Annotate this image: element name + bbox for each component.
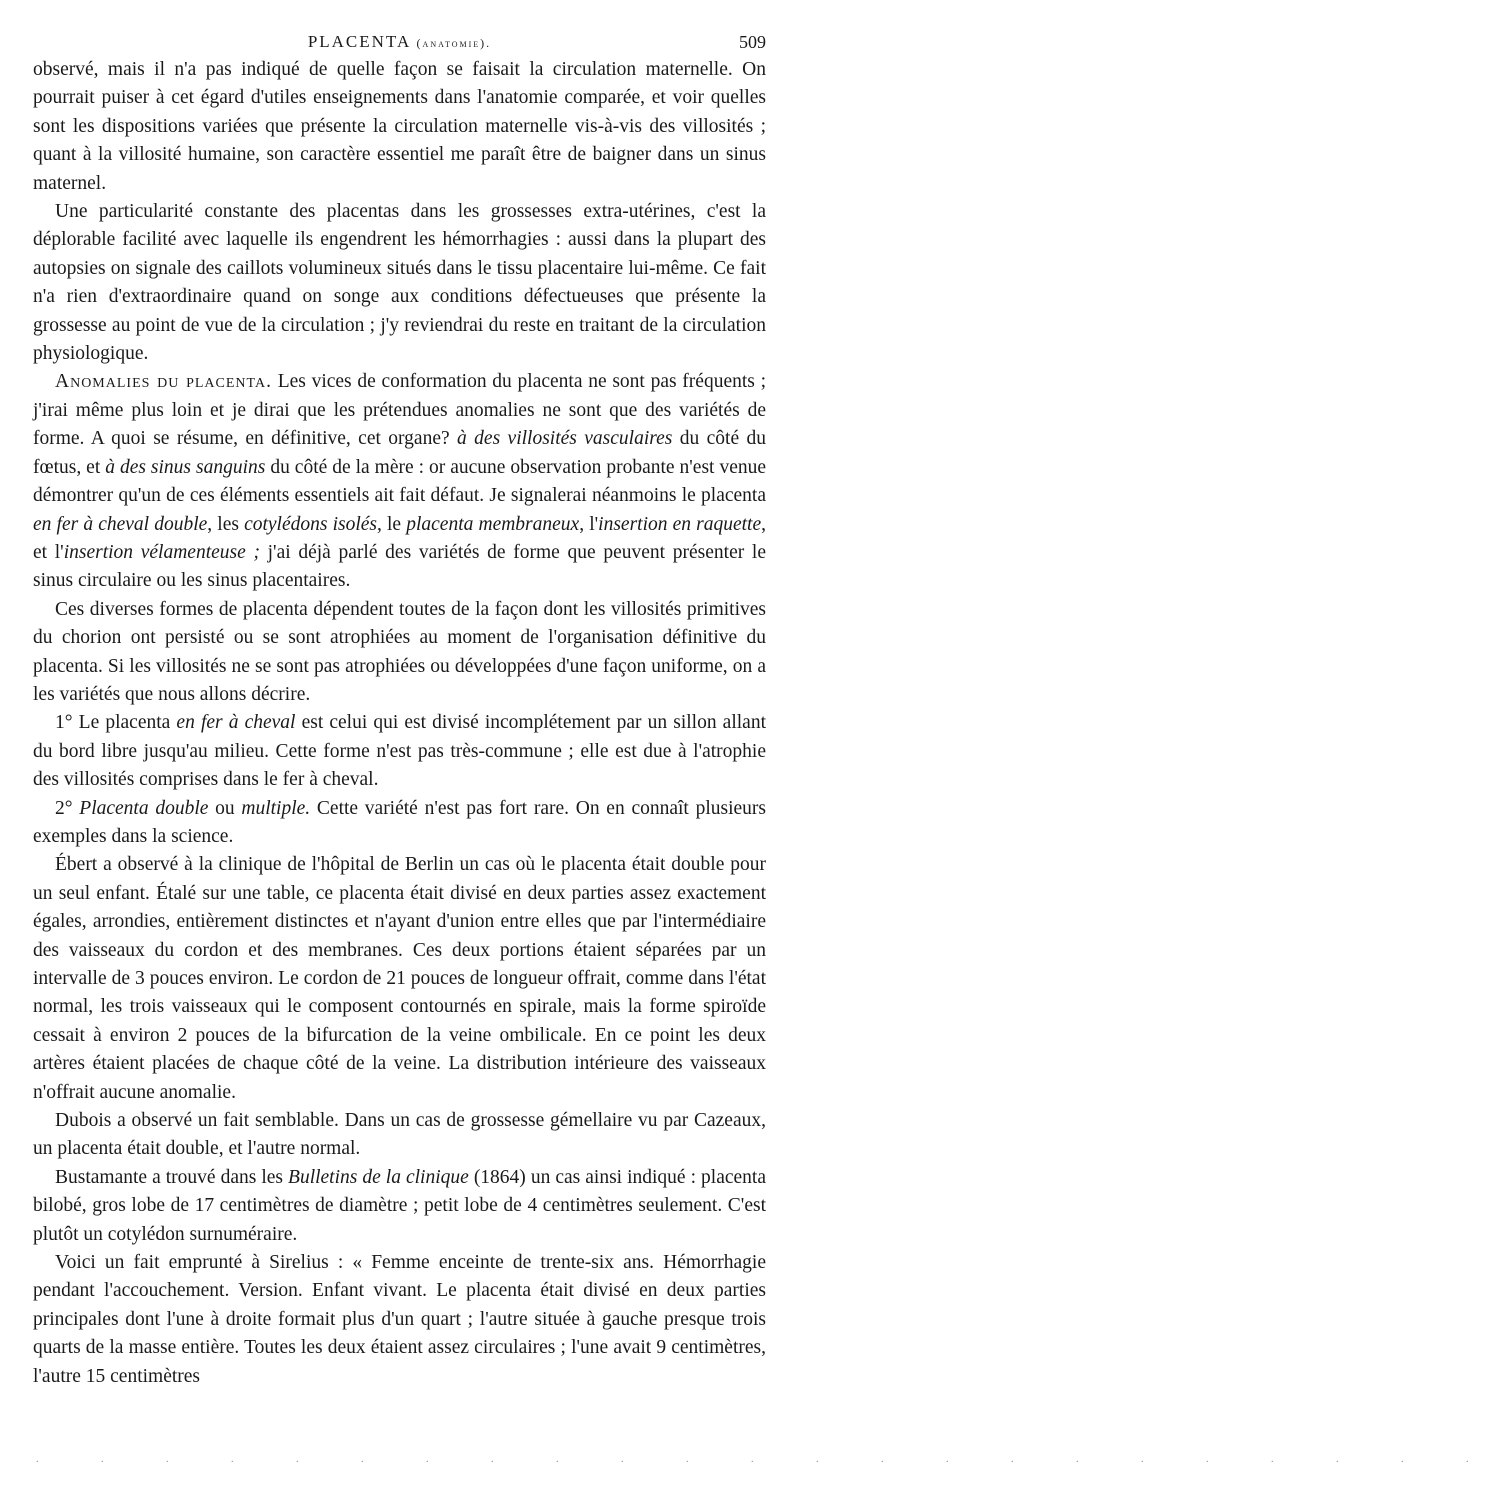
text-run: du côté du fœtus, et xyxy=(33,428,766,478)
section-heading-run: Anomalies du placenta. xyxy=(55,371,272,393)
text-run: observé, mais il n'a pas indiqué de quelle façon se faisait la circulation maternelle. On pourrait puiser à cet égard d'utiles enseignements dans l'anatomie comparée, et voir quelles sont les dispositions variées que présente la circulation maternelle vis-à-vis des villosités ; quant à la villosité humaine, son caractère essentiel me paraît être de baigner dans un sinus maternel. xyxy=(33,59,766,194)
text-run: Cette variété n'est pas fort rare. On en connaît plusieurs exemples dans la science. xyxy=(33,797,766,847)
italic-run: Placenta double xyxy=(79,797,209,819)
text-run: est celui qui est divisé incomplétement par un sillon allant du bord libre jusqu'au milieu. Cette forme n'est pas très-commune ; elle est due à l'atrophie des villosités comprises dans le fer à cheval. xyxy=(33,712,766,791)
text-run: Ébert a observé à la clinique de l'hôpital de Berlin un cas où le placenta était double pour un seul enfant. Étalé sur une table, ce placenta était divisé en deux parties assez exactement égales, arrondies, entièrement distinctes et n'ayant d'union entre elles que par l'intermédiaire des vaisseaux du cordon et des membranes. Ces deux portions étaient séparées par un intervalle de 3 pouces environ. Le cordon de 21 pouces de longueur offrait, comme dans l'état normal, les trois vaisseaux qui le composent contournés en spirale, mais la forme spiroïde cessait à environ 2 pouces de la bifurcation de la veine ombilicale. En ce point les deux artères étaient placées de chaque côté de la veine. La distribution intérieure des vaisseaux n'offrait aucune anomalie. xyxy=(33,854,766,1103)
text-run: j'ai déjà parlé des variétés de forme que peuvent présenter le sinus circulaire ou les sinus placentaires. xyxy=(33,541,766,592)
page-number: 509 xyxy=(739,32,766,52)
running-title-sub: (anatomie). xyxy=(416,36,492,50)
running-title-main: PLACENTA xyxy=(307,32,411,51)
text-run: 1° Le placenta xyxy=(55,712,177,734)
paragraph xyxy=(33,851,766,1107)
text-run: , les xyxy=(207,513,245,535)
paragraph xyxy=(33,709,766,794)
paragraph xyxy=(33,596,766,710)
paragraph xyxy=(33,1249,766,1391)
paragraph xyxy=(33,1164,766,1249)
paragraph xyxy=(33,1107,766,1164)
text-run: 2° xyxy=(55,797,80,819)
paragraph xyxy=(33,198,766,368)
running-header xyxy=(33,26,766,56)
paragraph xyxy=(33,368,766,595)
text-run: , le xyxy=(377,513,407,535)
paragraph xyxy=(33,795,766,852)
text-run: ou xyxy=(208,797,242,819)
italic-run: multiple. xyxy=(241,797,311,819)
italic-run: cotylédons isolés xyxy=(244,513,378,535)
italic-run: en fer à cheval double xyxy=(33,513,208,535)
italic-run: insertion vélamenteuse ; xyxy=(63,541,260,563)
paragraph xyxy=(33,56,766,198)
text-run: , et l' xyxy=(33,513,767,563)
book-page xyxy=(33,26,766,1391)
italic-run: Bulletins de la clinique xyxy=(288,1166,469,1188)
text-run: Les vices de conformation du placenta ne sont pas fréquents ; j'irai même plus loin et je dirai que les prétendues anomalies ne sont que des variétés de forme. A quoi se résume, en définitive, cet organe? xyxy=(33,371,767,450)
italic-run: insertion en raquette xyxy=(598,513,762,535)
scan-artifact-dots: . . . . . . . . . . . . . . . . . . . . . . . xyxy=(36,1454,1499,1465)
text-run: Ces diverses formes de placenta dépendent toutes de la façon dont les villosités primitives du chorion ont persisté ou se sont atrophiées au moment de l'organisation définitive du placenta. Si les villosités ne se sont pas atrophiées ou développées d'une façon uniforme, on a les variétés que nous allons décrire. xyxy=(33,598,766,705)
text-run: Bustamante a trouvé dans les xyxy=(55,1166,289,1188)
body-text xyxy=(33,56,766,1391)
text-run: , l' xyxy=(579,513,599,535)
italic-run: à des sinus sanguins xyxy=(105,456,266,478)
text-run: Une particularité constante des placentas dans les grossesses extra-utérines, c'est la déplorable facilité avec laquelle ils engendrent les hémorrhagies : aussi dans la plupart des autopsies on signale des caillots volumineux situés dans le tissu placentaire lui-même. Ce fait n'a rien d'extraordinaire quand on songe aux conditions défectueuses que présente la grossesse au point de vue de la circulation ; j'y reviendrai du reste en traitant de la circulation physiologique. xyxy=(33,201,766,365)
running-title xyxy=(33,28,766,57)
text-run: Dubois a observé un fait semblable. Dans un cas de grossesse gémellaire vu par Cazeaux, un placenta était double, et l'autre normal. xyxy=(33,1110,766,1160)
italic-run: à des villosités vasculaires xyxy=(457,428,673,450)
text-run: du côté de la mère : or aucune observation probante n'est venue démontrer qu'un de ces éléments essentiels ait fait défaut. Je signalerai néanmoins le placenta xyxy=(33,456,767,507)
italic-run: placenta membraneux xyxy=(406,513,580,535)
text-run: (1864) un cas ainsi indiqué : placenta bilobé, gros lobe de 17 centimètres de diamètre ; petit lobe de 4 centimètres seulement. C'est plutôt un cotylédon surnuméraire. xyxy=(33,1166,766,1245)
italic-run: en fer à cheval xyxy=(176,712,296,734)
text-run: Voici un fait emprunté à Sirelius : « Femme enceinte de trente-six ans. Hémorrhagie pendant l'accouchement. Version. Enfant vivant. Le placenta était divisé en deux parties principales dont l'une à droite formait plus d'un quart ; l'autre située à gauche presque trois quarts de la masse entière. Toutes les deux étaient assez circulaires ; l'une avait 9 centimètres, l'autre 15 centimètres xyxy=(33,1252,766,1387)
